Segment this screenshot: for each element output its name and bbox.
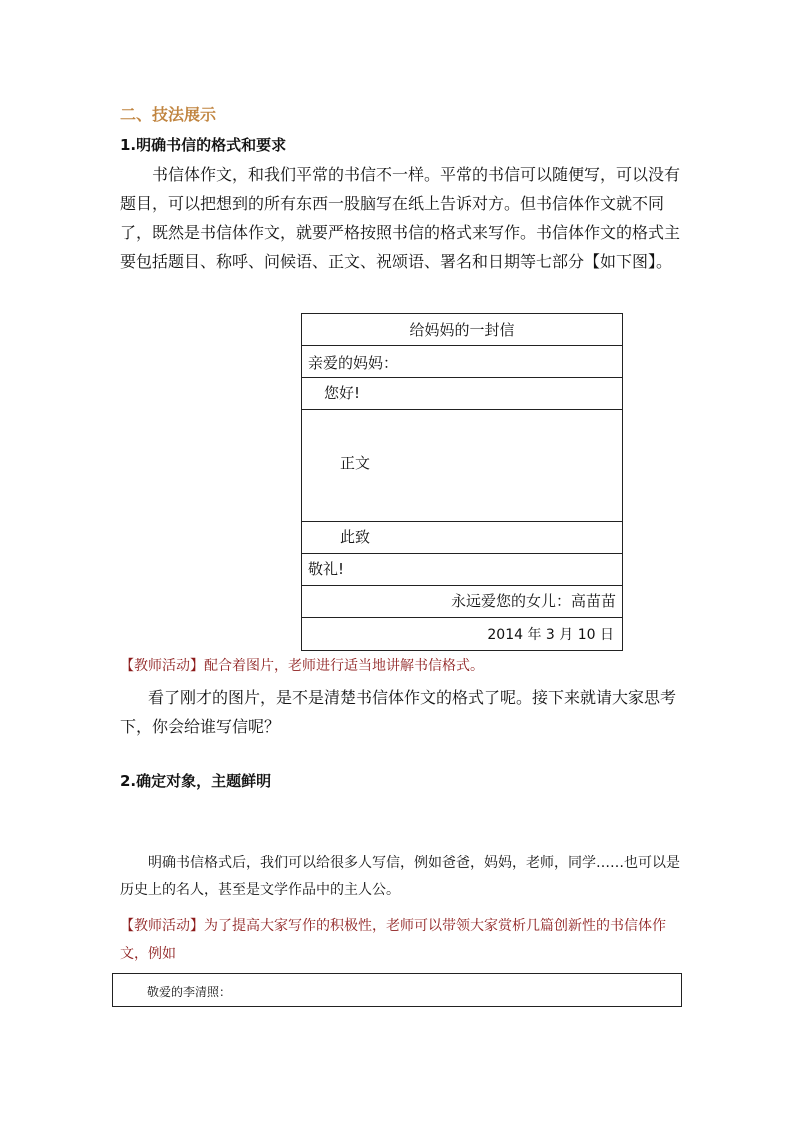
intro-paragraph: 书信体作文，和我们平常的书信不一样。平常的书信可以随便写，可以没有题目，可以把想到的所有东西一股脑写在纸上告诉对方。但书信体作文就不同了，既然是书信体作文，就要严格按照书信的格式来写作。书信体作文的格式主要包括题目、称呼、问候语、正文、祝颂语、署名和日期等七部分【如下图】。 bbox=[120, 165, 681, 271]
letter-closing1: 此致 bbox=[340, 528, 371, 546]
example-letter-salutation: 敬爱的李清照： bbox=[147, 985, 232, 999]
letter-greeting: 您好! bbox=[324, 384, 361, 402]
letter-format-table bbox=[301, 313, 623, 651]
letter-title: 给妈妈的一封信 bbox=[409, 321, 515, 339]
letter-date-row bbox=[302, 618, 622, 650]
letter-signature: 永远爱您的女儿：高苗苗 bbox=[450, 592, 616, 610]
letter-closing1-row bbox=[302, 522, 622, 554]
letter-closing2: 敬礼! bbox=[308, 560, 345, 578]
recipient-paragraph: 明确书信格式后，我们可以给很多人写信，例如爸爸，妈妈，老师，同学……也可以是历史上的名人，甚至是文学作品中的主人公。 bbox=[120, 855, 680, 898]
letter-greeting-row bbox=[302, 378, 622, 410]
subheading-choose-recipient: 2.确定对象，主题鲜明 bbox=[120, 772, 272, 790]
letter-salutation-row bbox=[302, 346, 622, 378]
letter-signature-row bbox=[302, 586, 622, 618]
example-letter-box bbox=[112, 973, 682, 1007]
subheading-letter-format: 1.明确书信的格式和要求 bbox=[120, 136, 287, 154]
letter-closing2-row bbox=[302, 554, 622, 586]
letter-title-row bbox=[302, 314, 622, 346]
follow-up-paragraph: 看了刚才的图片，是不是清楚书信体作文的格式了呢。接下来就请大家思考下，你会给谁写信呢？ bbox=[120, 688, 677, 736]
teacher-activity-1: 【教师活动】配合着图片，老师进行适当地讲解书信格式。 bbox=[120, 658, 484, 674]
teacher-activity-2: 【教师活动】为了提高大家写作的积极性，老师可以带领大家赏析几篇创新性的书信体作文，例如 bbox=[120, 918, 666, 962]
letter-body: 正文 bbox=[340, 454, 371, 472]
section-heading: 二、技法展示 bbox=[120, 105, 217, 124]
letter-salutation: 亲爱的妈妈： bbox=[308, 354, 399, 372]
letter-body-row bbox=[302, 410, 622, 522]
letter-date: 2014 年 3 月 10 日 bbox=[487, 627, 614, 643]
